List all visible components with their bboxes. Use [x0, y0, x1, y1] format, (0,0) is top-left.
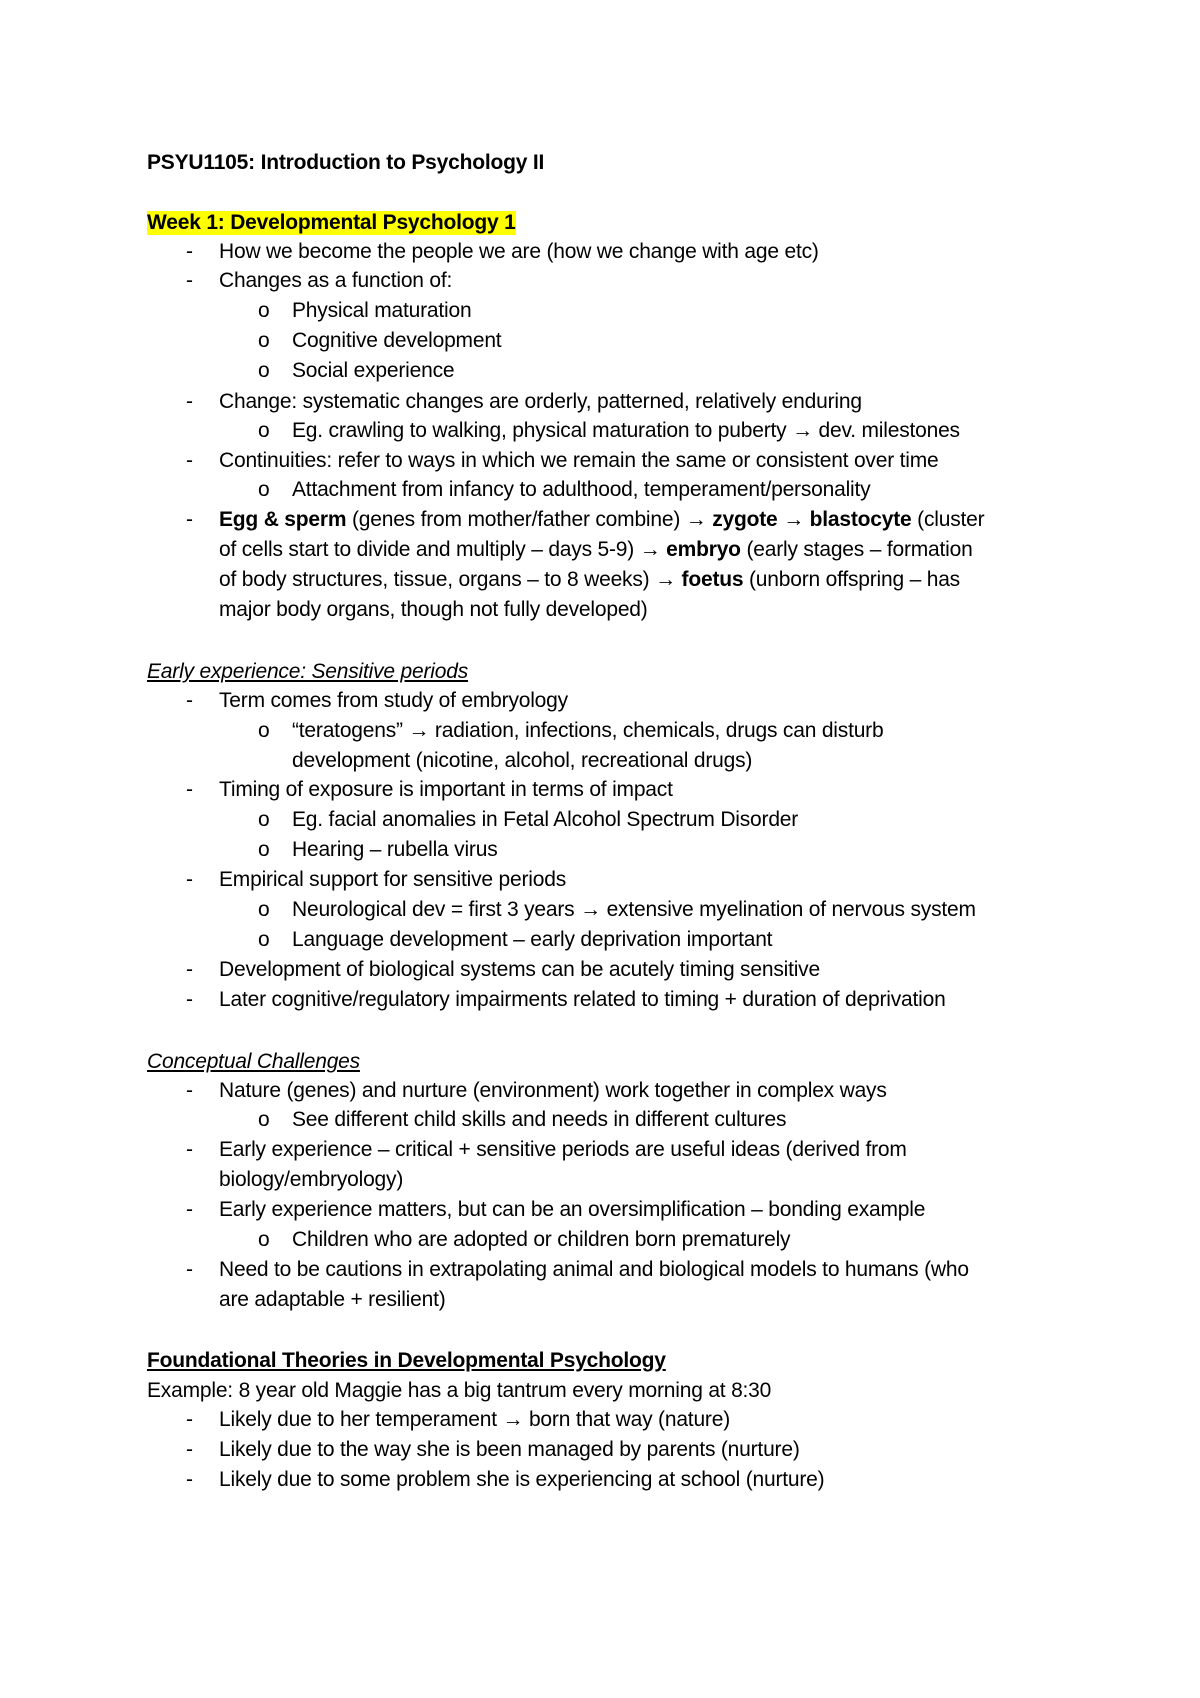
- example-text: Example: 8 year old Maggie has a big tantrum every morning at 8:30: [147, 1379, 772, 1402]
- text-segment: Likely due to her temperament: [219, 1408, 497, 1431]
- bullet-text: [219, 538, 973, 562]
- sub-bullet-text: Physical maturation: [292, 299, 472, 322]
- text-segment: of body structures, tissue, organs – to 8 weeks): [219, 568, 656, 591]
- sub-bullet-text: development (nicotine, alcohol, recreational drugs): [292, 749, 753, 772]
- arrow-icon: →: [502, 1408, 524, 1431]
- circle-bullet: o: [258, 359, 270, 382]
- arrow-icon: →: [685, 508, 707, 531]
- bullet-text: Timing of exposure is important in terms of impact: [219, 778, 673, 801]
- circle-bullet: o: [258, 329, 270, 352]
- arrow-icon: →: [580, 898, 601, 921]
- dash-bullet: -: [186, 1438, 193, 1461]
- sub-bullet-text: Attachment from infancy to adulthood, temperament/personality: [292, 478, 871, 501]
- bullet-text: How we become the people we are (how we change with age etc): [219, 240, 819, 263]
- bullet-text: Changes as a function of:: [219, 269, 453, 292]
- dash-bullet: -: [186, 1258, 193, 1281]
- sub-bullet-text: Hearing – rubella virus: [292, 838, 498, 861]
- bullet-text: Term comes from study of embryology: [219, 689, 568, 712]
- text-segment: (cluster: [911, 508, 985, 531]
- dash-bullet: -: [186, 269, 193, 292]
- arrow-icon: →: [792, 419, 813, 442]
- text-segment: Neurological dev = first 3 years: [292, 898, 575, 921]
- dash-bullet: -: [186, 868, 193, 891]
- section-heading: Conceptual Challenges: [147, 1050, 360, 1073]
- section-heading: Foundational Theories in Developmental Psychology: [147, 1349, 666, 1372]
- bullet-text: Likely due to some problem she is experiencing at school (nurture): [219, 1468, 825, 1491]
- bullet-text: Nature (genes) and nurture (environment) work together in complex ways: [219, 1079, 887, 1102]
- bullet-text: [219, 1408, 730, 1432]
- sub-bullet-text: [292, 719, 883, 743]
- bullet-text: [219, 508, 984, 532]
- bullet-text: Early experience matters, but can be an oversimplification – bonding example: [219, 1198, 926, 1221]
- circle-bullet: o: [258, 1228, 270, 1251]
- text-segment: (genes from mother/father combine): [346, 508, 686, 531]
- dash-bullet: -: [186, 958, 193, 981]
- circle-bullet: o: [258, 299, 270, 322]
- dash-bullet: -: [186, 1198, 193, 1221]
- bullet-text: Later cognitive/regulatory impairments related to timing + duration of deprivation: [219, 988, 946, 1011]
- term-foetus: foetus: [681, 568, 744, 591]
- term-zygote: zygote: [712, 508, 778, 531]
- bullet-text: Empirical support for sensitive periods: [219, 868, 567, 891]
- doc-title: PSYU1105: Introduction to Psychology II: [147, 151, 545, 174]
- term-blastocyte: blastocyte: [809, 508, 912, 531]
- bullet-text: Need to be cautions in extrapolating animal and biological models to humans (who: [219, 1258, 969, 1281]
- circle-bullet: o: [258, 1108, 270, 1131]
- circle-bullet: o: [258, 419, 270, 442]
- sub-bullet-text: Children who are adopted or children born prematurely: [292, 1228, 791, 1251]
- sub-bullet-text: Eg. facial anomalies in Fetal Alcohol Spectrum Disorder: [292, 808, 799, 831]
- text-segment: Eg. crawling to walking, physical maturation to puberty: [292, 419, 787, 442]
- dash-bullet: -: [186, 240, 193, 263]
- circle-bullet: o: [258, 478, 270, 501]
- bullet-text: Development of biological systems can be acutely timing sensitive: [219, 958, 820, 981]
- sub-bullet-text: Social experience: [292, 359, 455, 382]
- text-segment: radiation, infections, chemicals, drugs can disturb: [434, 719, 884, 742]
- dash-bullet: -: [186, 988, 193, 1011]
- circle-bullet: o: [258, 898, 270, 921]
- arrow-icon: →: [639, 538, 661, 561]
- term-embryo: embryo: [666, 538, 741, 561]
- sub-bullet-text: See different child skills and needs in different cultures: [292, 1108, 787, 1131]
- circle-bullet: o: [258, 719, 270, 742]
- text-segment: (early stages – formation: [740, 538, 973, 561]
- sub-bullet-text: Cognitive development: [292, 329, 502, 352]
- arrow-icon: →: [408, 719, 430, 742]
- text-segment: “teratogens”: [292, 719, 403, 742]
- dash-bullet: -: [186, 1079, 193, 1102]
- dash-bullet: -: [186, 1468, 193, 1491]
- text-segment: of cells start to divide and multiply – days 5-9): [219, 538, 640, 561]
- bullet-text: are adaptable + resilient): [219, 1288, 446, 1311]
- week-heading: Week 1: Developmental Psychology 1: [147, 211, 516, 234]
- sub-bullet-text: Language development – early deprivation important: [292, 928, 773, 951]
- circle-bullet: o: [258, 808, 270, 831]
- bullet-text: biology/embryology): [219, 1168, 404, 1191]
- term-egg-sperm: Egg & sperm: [219, 508, 347, 531]
- dash-bullet: -: [186, 508, 193, 531]
- dash-bullet: -: [186, 390, 193, 413]
- bullet-text: Likely due to the way she is been managed by parents (nurture): [219, 1438, 800, 1461]
- arrow-icon: →: [655, 568, 676, 591]
- bullet-text: Continuities: refer to ways in which we remain the same or consistent over time: [219, 449, 939, 472]
- dash-bullet: -: [186, 1138, 193, 1161]
- sub-bullet-text: [292, 898, 976, 922]
- bullet-text: Change: systematic changes are orderly, patterned, relatively enduring: [219, 390, 862, 413]
- arrow-icon: →: [783, 508, 804, 531]
- section-heading: Early experience: Sensitive periods: [147, 660, 469, 683]
- bullet-text: [219, 568, 960, 592]
- bullet-text: Early experience – critical + sensitive periods are useful ideas (derived from: [219, 1138, 907, 1161]
- circle-bullet: o: [258, 928, 270, 951]
- text-segment: (unborn offspring – has: [743, 568, 960, 591]
- text-segment: dev. milestones: [818, 419, 960, 442]
- dash-bullet: -: [186, 1408, 193, 1431]
- sub-bullet-text: [292, 419, 960, 443]
- dash-bullet: -: [186, 449, 193, 472]
- dash-bullet: -: [186, 689, 193, 712]
- dash-bullet: -: [186, 778, 193, 801]
- bullet-text: major body organs, though not fully developed): [219, 598, 648, 621]
- text-segment: born that way (nature): [528, 1408, 730, 1431]
- text-segment: extensive myelination of nervous system: [606, 898, 976, 921]
- circle-bullet: o: [258, 838, 270, 861]
